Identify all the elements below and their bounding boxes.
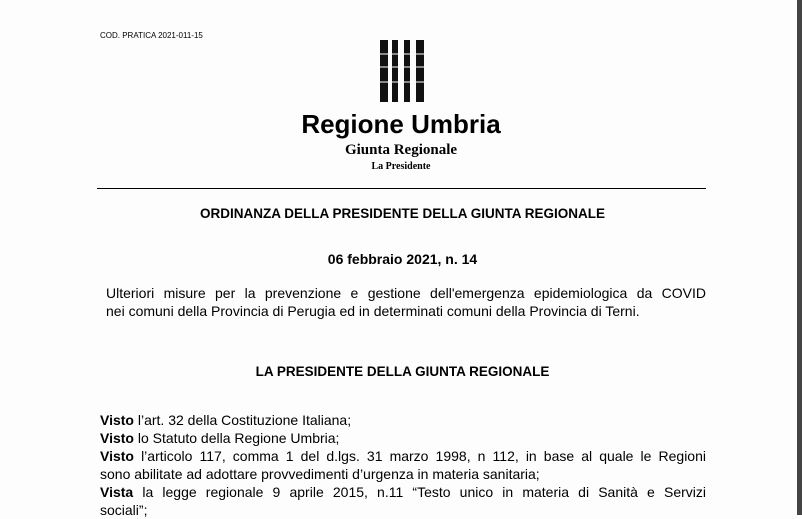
doc-heading: ORDINANZA DELLA PRESIDENTE DELLA GIUNTA REGIONALE [200,206,605,221]
recital: Vista la legge regionale 9 aprile 2015, n.11 “Testo unico in materia di Sanità e Servizi [100,484,706,500]
council-name: Giunta Regionale [344,142,458,158]
region-logo-icon [378,40,426,102]
recital: Visto l’articolo 117, comma 1 del d.lgs. 31 marzo 1998, n 112, in base al quale le Regioni [100,448,706,464]
authority-heading: LA PRESIDENTE DELLA GIUNTA REGIONALE [255,364,550,379]
divider [97,188,706,189]
recital-cont: sono abilitate ad adottare provvedimenti d’urgenza in materia sanitaria; [100,466,540,482]
recital-cont: sociali”; [100,502,148,518]
recitals [100,411,706,519]
subject-line-1: Ulteriori misure per la prevenzione e gestione dell'emergenza epidemiologica da COVID [106,285,706,301]
recital: Visto l’art. 32 della Costituzione Italiana; [100,412,352,428]
region-name: Regione Umbria [301,109,501,139]
practice-code: COD. PRATICA 2021-011-15 [100,31,203,40]
office-name: La Presidente [371,161,431,172]
recital: Visto lo Statuto della Regione Umbria; [100,430,340,446]
subject-line-2: nei comuni della Provincia di Perugia ed in determinati comuni della Provincia di Terni. [106,303,640,319]
doc-date: 06 febbraio 2021, n. 14 [327,251,478,267]
scrollbar[interactable] [797,0,802,515]
